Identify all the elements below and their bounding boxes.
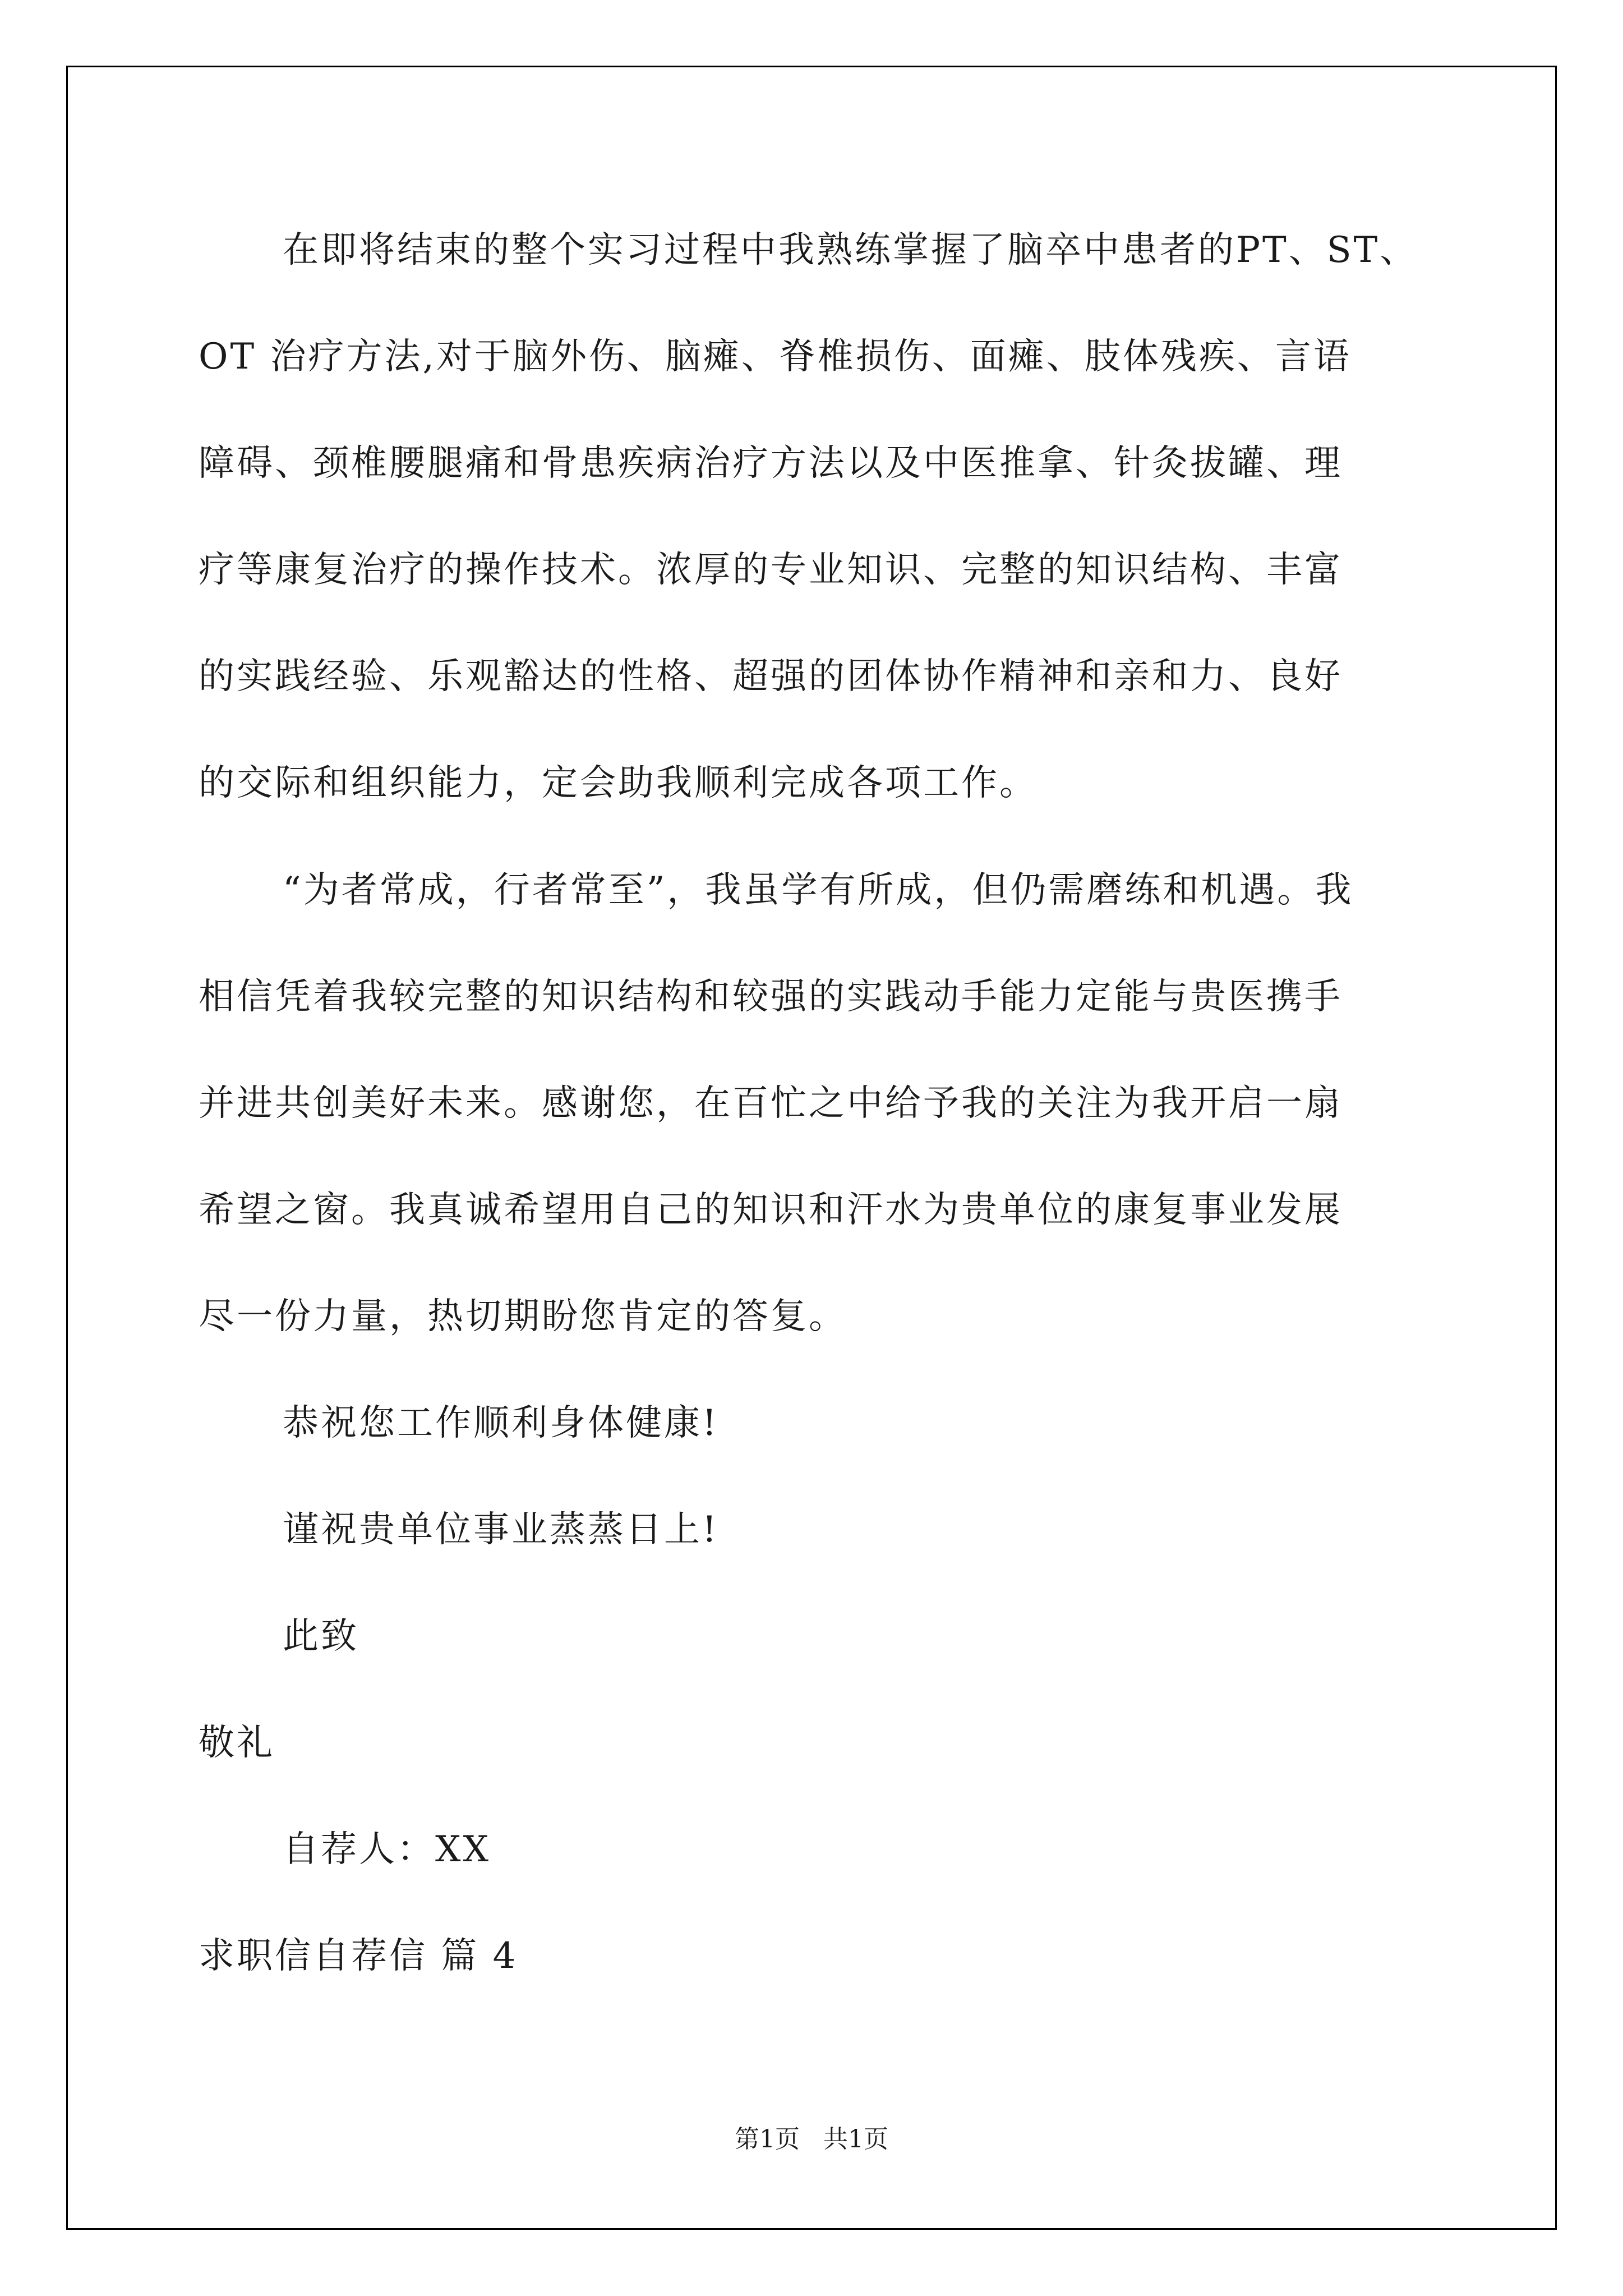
paragraph-2-line-2: 相信凭着我较完整的知识结构和较强的实践动手能力定能与贵医携手 xyxy=(199,976,1343,1018)
page-border xyxy=(66,66,1557,2230)
page-footer: 第1页 共1页 xyxy=(735,2125,888,2154)
paragraph-1-line-6: 的交际和组织能力，定会助我顺利完成各项工作。 xyxy=(199,762,1038,804)
paragraph-2-line-5: 尽一份力量，热切期盼您肯定的答复。 xyxy=(199,1296,847,1337)
paragraph-2-line-4: 希望之窗。我真诚希望用自己的知识和汗水为贵单位的康复事业发展 xyxy=(199,1189,1343,1231)
salutation-jingli: 敬礼 xyxy=(199,1722,275,1764)
paragraph-2-line-3: 并进共创美好未来。感谢您，在百忙之中给予我的关注为我开启一扇 xyxy=(199,1083,1343,1124)
paragraph-1-line-3: 障碍、颈椎腰腿痛和骨患疾病治疗方法以及中医推拿、针灸拔罐、理 xyxy=(199,443,1343,484)
paragraph-1-line-1: 在即将结束的整个实习过程中我熟练掌握了脑卒中患者的PT、ST、 xyxy=(283,229,1418,271)
paragraph-1-line-4: 疗等康复治疗的操作技术。浓厚的专业知识、完整的知识结构、丰富 xyxy=(199,549,1343,591)
next-section-heading: 求职信自荐信 篇 4 xyxy=(199,1935,518,1977)
closing-wish-health: 恭祝您工作顺利身体健康! xyxy=(283,1402,719,1444)
paragraph-1-line-2: OT 治疗方法,对于脑外伤、脑瘫、脊椎损伤、面瘫、肢体残疾、言语 xyxy=(199,336,1352,378)
salutation-cizhi: 此致 xyxy=(283,1616,359,1657)
paragraph-2-line-1: “为者常成，行者常至”，我虽学有所成，但仍需磨练和机遇。我 xyxy=(283,869,1354,911)
signature: 自荐人：XX xyxy=(283,1829,491,1870)
paragraph-1-line-5: 的实践经验、乐观豁达的性格、超强的团体协作精神和亲和力、良好 xyxy=(199,656,1343,697)
closing-wish-prosperity: 谨祝贵单位事业蒸蒸日上! xyxy=(283,1509,719,1550)
